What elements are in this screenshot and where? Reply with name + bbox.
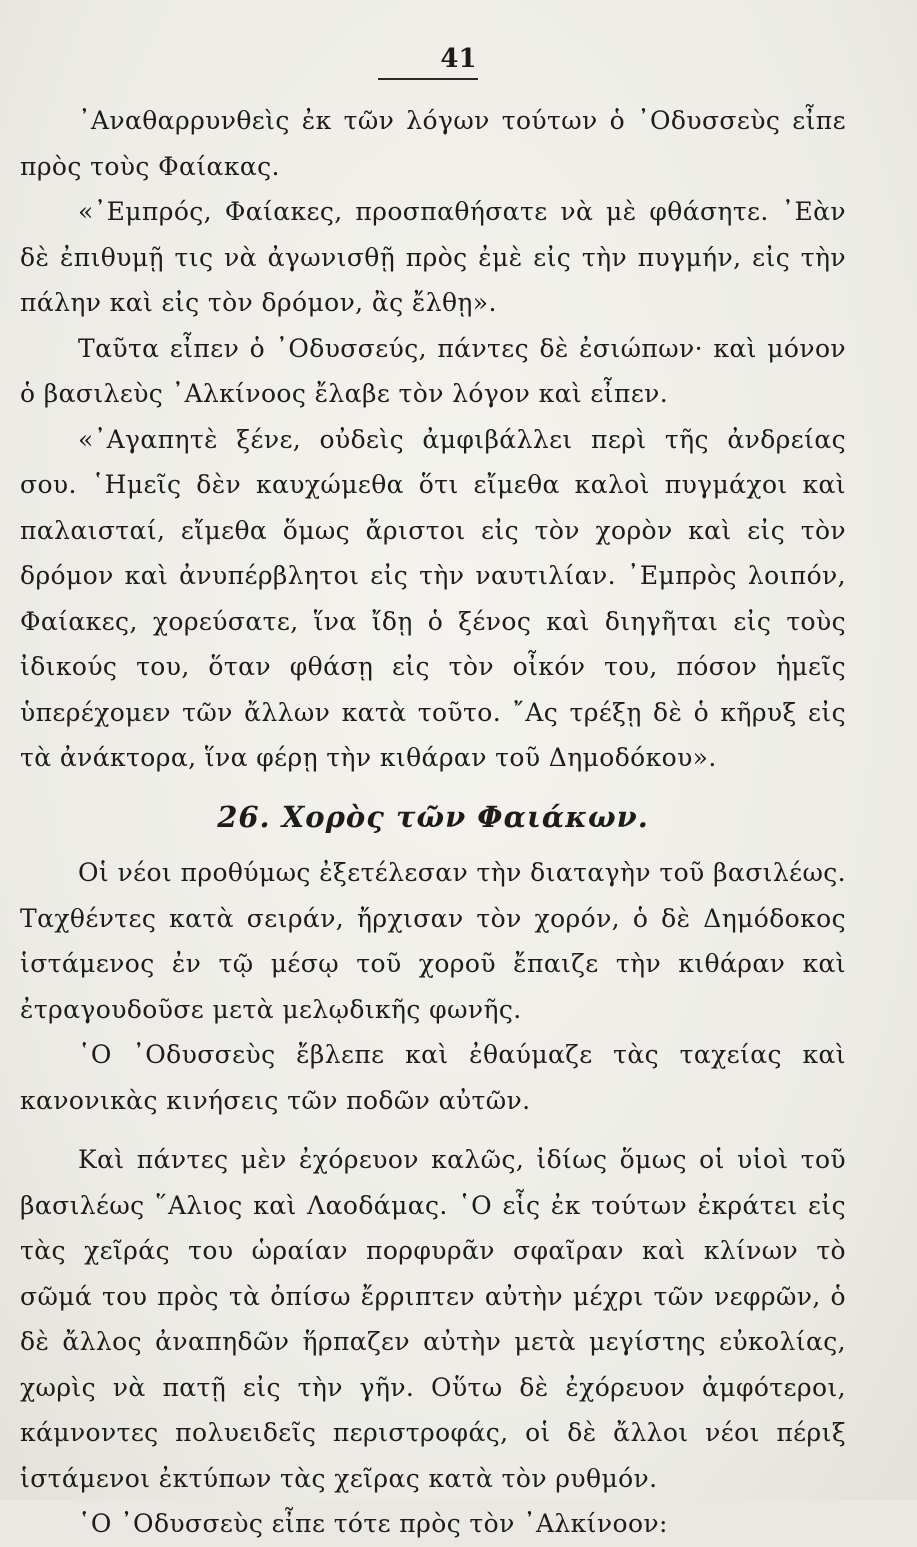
paragraph: Καὶ πάντες μὲν ἐχόρευον καλῶς, ἰδίως ὅμως οἱ υἱοὶ τοῦ βασιλέως ῞Αλιος καὶ Λαοδάμας. ῾Ο εἷς ἐκ τούτων ἐκράτει εἰς τὰς χεῖράς του ὡραίαν πορφυρᾶν σφαῖραν καὶ κλίνων τὸ σῶμά του πρὸς τὰ ὀπίσω ἔρριπτεν αὐτὴν μέχρι τῶν νεφρῶν, ὁ δὲ ἄλλος ἀναπηδῶν ἥρπαζεν αὐτὴν μετὰ μεγίστης εὐκολίας, χωρὶς νὰ πατῇ εἰς τὴν γῆν. Οὕτω δὲ ἐχόρευον ἀμφότεροι, κάμνοντες πολυειδεῖς περιστροφάς, οἱ δὲ ἄλλοι νέοι πέριξ ἱστάμενοι ἐκτύπων τὰς χεῖρας κατὰ τὸν ρυθμόν.: [20, 1145, 846, 1493]
paragraph: «᾿Αγαπητὲ ξένε, οὐδεὶς ἀμφιβάλλει περὶ τῆς ἀνδρείας σου. ῾Ημεῖς δὲν καυχώμεθα ὅτι εἴμεθα καλοὶ πυγμάχοι καὶ παλαισταί, εἴμεθα ὅμως ἄριστοι εἰς τὸν χορὸν καὶ εἰς τὸν δρόμον καὶ ἀνυπέρβλητοι εἰς τὴν ναυτιλίαν. ᾿Εμπρὸς λοιπόν, Φαίακες, χορεύσατε, ἵνα ἴδῃ ὁ ξένος καὶ διηγῆται εἰς τοὺς ἰδικούς του, ὅταν φθάσῃ εἰς τὸν οἶκόν του, πόσον ἡμεῖς ὑπερέχομεν τῶν ἄλλων κατὰ τοῦτο. ῎Ας τρέξῃ δὲ ὁ κῆρυξ εἰς τὰ ἀνάκτορα, ἵνα φέρῃ τὴν κιθάραν τοῦ Δημοδόκου».: [20, 424, 846, 772]
section-heading: 26. Χορὸς τῶν Φαιάκων.: [217, 799, 649, 834]
body-text: [20, 98, 846, 1547]
page-number: 41: [440, 44, 477, 74]
paragraph: «᾿Εμπρός, Φαίακες, προσπαθήσατε νὰ μὲ φθάσητε. ᾿Εὰν δὲ ἐπιθυμῇ τις νὰ ἀγωνισθῇ πρὸς ἐμὲ εἰς τὴν πυγμήν, εἰς τὴν πάλην καὶ εἰς τὸν δρόμον, ἂς ἔλθῃ».: [20, 197, 846, 317]
paragraph: Οἱ νέοι προθύμως ἐξετέλεσαν τὴν διαταγὴν τοῦ βασιλέως. Ταχθέντες κατὰ σειράν, ἤρχισαν τὸν χορόν, ὁ δὲ Δημόδοκος ἱστάμενος ἐν τῷ μέσῳ τοῦ χοροῦ ἔπαιζε τὴν κιθάραν καὶ ἐτραγουδοῦσε μετὰ μελῳδικῆς φωνῆς.: [20, 858, 846, 1024]
paragraph: ῾Ο ᾿Οδυσσεὺς ἔβλεπε καὶ ἐθαύμαζε τὰς ταχείας καὶ κανονικὰς κινήσεις τῶν ποδῶν αὐτῶν.: [20, 1040, 846, 1115]
paragraph: Ταῦτα εἶπεν ὁ ᾿Οδυσσεύς, πάντες δὲ ἐσιώπων· καὶ μόνον ὁ βασιλεὺς ᾿Αλκίνοος ἔλαβε τὸν λόγον καὶ εἶπεν.: [20, 333, 846, 408]
paragraph: ῾Ο ᾿Οδυσσεὺς εἶπε τότε πρὸς τὸν ᾿Αλκίνοον:: [78, 1509, 668, 1538]
paragraph-gap: [20, 1123, 846, 1137]
page-number-rule: [378, 78, 478, 80]
paragraph: ᾿Αναθαρρυνθεὶς ἐκ τῶν λόγων τούτων ὁ ᾿Οδυσσεὺς εἶπε πρὸς τοὺς Φαίακας.: [20, 106, 846, 181]
